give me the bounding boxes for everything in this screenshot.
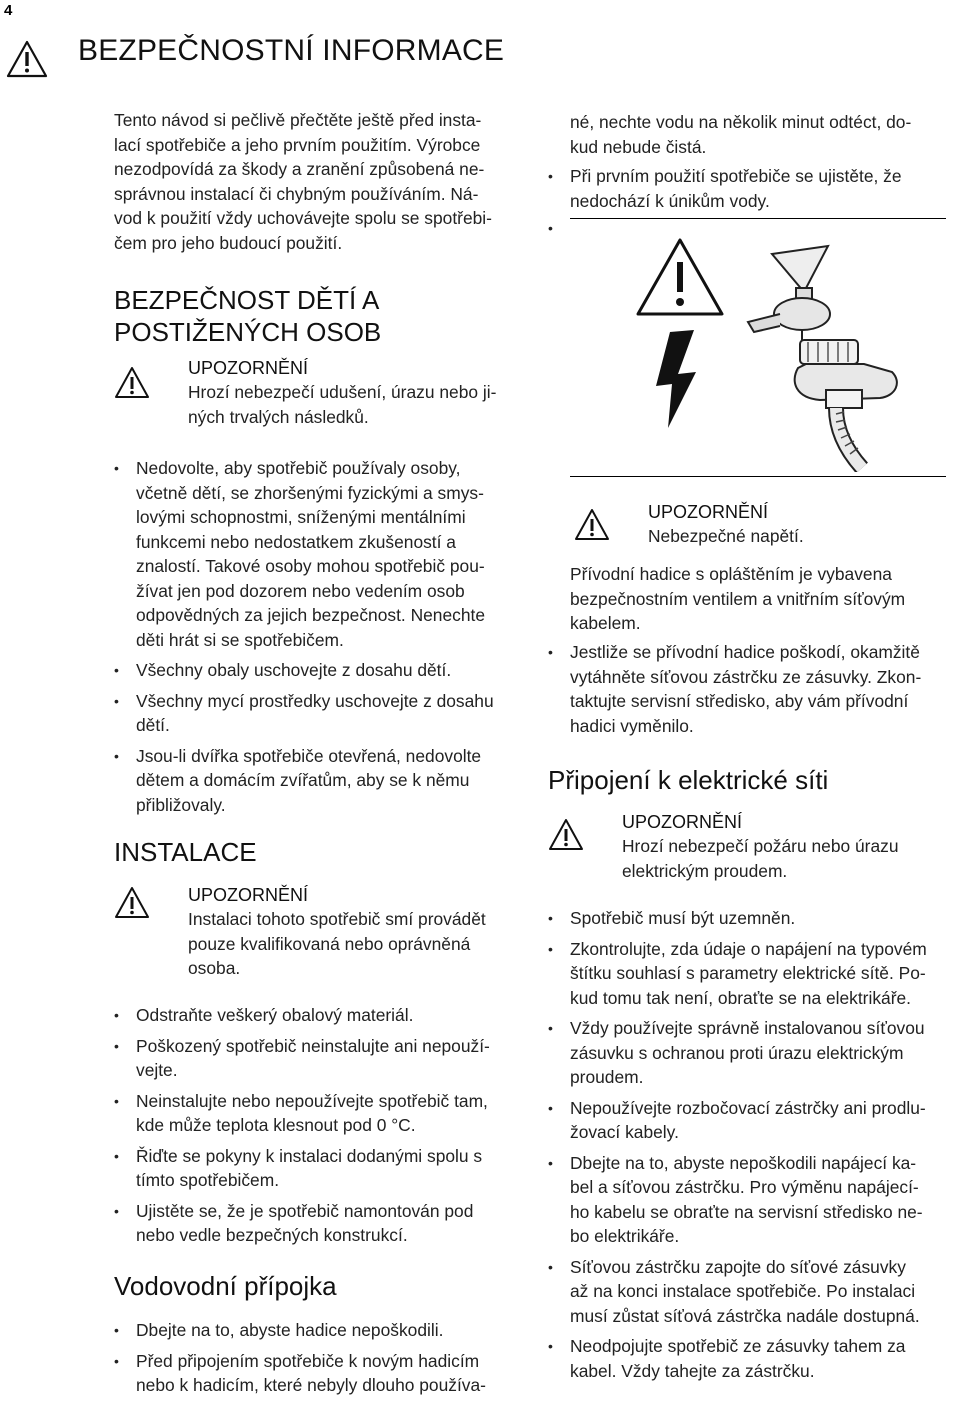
list-item: • Odstraňte veškerý obalový materiál. [114, 1003, 524, 1028]
safety-valve-hose-figure [630, 222, 920, 472]
electric-heading: Připojení k elektrické síti [548, 765, 829, 795]
list-item: • Před připojením spotřebiče k novým hadicím nebo k hadicím, které nebyly dlouho používa- [114, 1349, 524, 1398]
list-item: • Dbejte na to, abyste nepoškodili napájecí ka- bel a síťovou zástrčku. Pro výměnu napájecí- ho kabelu se obraťte na servisní středisko ne- bo elektrikáře. [548, 1151, 953, 1249]
installation-warning: UPOZORNĚNÍ Instalaci tohoto spotřebič smí provádět pouze kvalifikovaná nebo oprávněná osoba. [188, 883, 518, 981]
list-item: • Zkontrolujte, zda údaje o napájení na typovém štítku souhlasí s parametry elektrické sítě. Po- kud tomu tak není, obraťte se na elektrikáře. [548, 937, 953, 1011]
list-item: • Poškozený spotřebič neinstalujte ani nepouží- vejte. [114, 1034, 524, 1083]
warning-title: UPOZORNĚNÍ [188, 358, 309, 378]
bullet-marker: • [548, 220, 553, 236]
list-item: • Při prvním použití spotřebiče se ujistěte, že nedochází k únikům vody. [548, 164, 948, 213]
electric-warning: UPOZORNĚNÍ Hrozí nebezpečí požáru nebo úrazu elektrickým proudem. [622, 810, 942, 883]
hose-paragraph: Přívodní hadice s opláštěním je vybavena bezpečnostním ventilem a vnitřním síťovým kabelem. [570, 564, 906, 633]
figure-top-rule [570, 218, 946, 219]
child-safety-list [114, 456, 524, 823]
list-item: • Dbejte na to, abyste hadice nepoškodili. [114, 1318, 524, 1343]
list-item: • Neodpojujte spotřebič ze zásuvky tahem za kabel. Vždy tahejte za zástrčku. [548, 1334, 953, 1383]
page-number: 4 [4, 2, 13, 19]
water-continued-text: né, nechte vodu na několik minut odtéct, do- kud nebude čistá. [570, 112, 912, 157]
intro-paragraph: Tento návod si pečlivě přečtěte ještě před insta- lací spotřebiče a jeho prvním použitím. Výrobce nezodpovídá za škody a zranění způsobená ne- správnou instalací či chybným používáním. Ná- vod k použití vždy uchovávejte spolu se spotřebi- čem pro jeho budoucí použití. [114, 110, 492, 253]
hose-list [548, 640, 948, 744]
list-item: • Všechny obaly uschovejte z dosahu dětí. [114, 658, 524, 683]
list-item: • Síťovou zástrčku zapojte do síťové zásuvky až na konci instalace spotřebiče. Po instalaci musí zůstat síťová zástrčka nadále dostupná. [548, 1255, 953, 1329]
list-item: • Jsou-li dvířka spotřebiče otevřená, nedovolte dětem a domácím zvířatům, aby se k němu přibližovaly. [114, 744, 524, 818]
water-list [114, 1318, 524, 1404]
installation-list [114, 1003, 524, 1254]
list-item: • Vždy používejte správně instalovanou síťovou zásuvku s ochranou proti úrazu elektrickým proudem. [548, 1016, 953, 1090]
warning-triangle-icon [114, 366, 150, 400]
voltage-warning: UPOZORNĚNÍ Nebezpečné napětí. [648, 500, 938, 549]
list-item: • Všechny mycí prostředky uschovejte z dosahu dětí. [114, 689, 524, 738]
warning-triangle-icon [548, 818, 584, 852]
list-item: • Jestliže se přívodní hadice poškodí, okamžitě vytáhněte síťovou zástrčku ze zásuvky. Zkon- taktujte servisní středisko, aby vám přívodní hadici vyměnilo. [548, 640, 948, 738]
electric-list [548, 906, 953, 1389]
warning-title: UPOZORNĚNÍ [622, 812, 743, 832]
list-item: • Nepoužívejte rozbočovací zástrčky ani prodlu- žovací kabely. [548, 1096, 953, 1145]
warning-title: UPOZORNĚNÍ [648, 502, 769, 522]
page-title: BEZPEČNOSTNÍ INFORMACE [78, 34, 505, 67]
list-item: • Neinstalujte nebo nepoužívejte spotřebič tam, kde může teplota klesnout pod 0 °C. [114, 1089, 524, 1138]
warning-triangle-icon [574, 508, 610, 542]
figure-bottom-rule [570, 476, 946, 477]
list-item: • Spotřebič musí být uzemněn. [548, 906, 953, 931]
list-item: • Ujistěte se, že je spotřebič namontován pod nebo vedle bezpečných konstrukcí. [114, 1199, 524, 1248]
water-heading: Vodovodní přípojka [114, 1271, 337, 1301]
list-item: • Řiďte se pokyny k instalaci dodanými spolu s tímto spotřebičem. [114, 1144, 524, 1193]
installation-heading: INSTALACE [114, 837, 257, 867]
warning-triangle-icon [114, 886, 150, 920]
child-safety-heading: BEZPEČNOST DĚTÍ A POSTIŽENÝCH OSOB [114, 285, 382, 347]
list-item: • Nedovolte, aby spotřebič používaly osoby, včetně dětí, se zhoršenými fyzickými a smys- lovými schopnostmi, sníženými mentálními funkcemi nebo nedostatkem zkušeností a znalostí. Takové osoby mohou spotřebič pou- žívat jen pod dozorem nebo vedením osob odpovědných za jejich bezpečnost. Nenechte děti hrát si se spotřebičem. [114, 456, 524, 652]
warning-title: UPOZORNĚNÍ [188, 885, 309, 905]
child-safety-warning: UPOZORNĚNÍ Hrozí nebezpečí udušení, úrazu nebo ji- ných trvalých následků. [188, 356, 518, 429]
warning-triangle-icon [6, 40, 48, 78]
water-list-continued [548, 164, 948, 219]
